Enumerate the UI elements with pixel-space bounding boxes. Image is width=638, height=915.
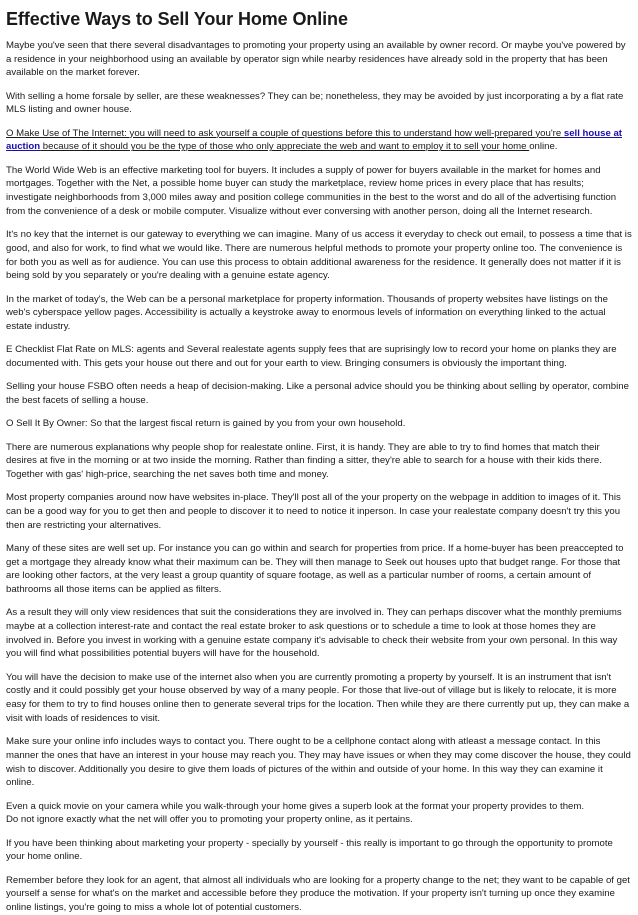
paragraph-16: Even a quick movie on your camera while you walk-through your home gives a superb look at the format your property provides to them. Do not ignore exactly what the net will offer you to promoting your property online, as it pertains. — [6, 800, 585, 826]
sell-house-at-auction-link[interactable]: sell house at auction — [6, 127, 622, 153]
paragraph-10: There are numerous explanations why people shop for realestate online. First, it is handy. They are able to try to find homes that match their desires at five in the morning or at two inside the morning. Rather than finding a sitter, they're able to search for a house with their kids there. Together with gas' high-price, searching the net saves both time and money. — [6, 441, 602, 480]
article-title: Effective Ways to Sell Your Home Online — [6, 9, 348, 29]
paragraph-12: Many of these sites are well set up. For instance you can go within and search for properties from price. If a home-buyer has been preaccepted to get a mortgage they already know what their maximum can be. They will then manage to Seek out houses upto that budget range. For those that are looking other factors, at the very least a group quantity of square footage, as well as a particular number of rooms, a certain amount of bathrooms all those items can be applied as filters. — [6, 542, 624, 596]
paragraph-17: If you have been thinking about marketing your property - specially by yourself - this really is important to go through the opportunity to promote your home online. — [6, 837, 613, 863]
article-link-continued[interactable]: because of it should you be the type of those who only appreciate the web and want to employ it to sell your home — [40, 141, 530, 153]
paragraph-15: Make sure your online info includes ways to contact you. There ought to be a cellphone contact along with atleast a message contact. In this manner the ones that have an interest in your house may reach you. They may have issues or when they may come discover the house, they could wish to discover. Additionally you desire to give them loads of pictures of the within and outside of your home. In this way they can examine it online. — [6, 736, 631, 789]
paragraph-18: Remember before they look for an agent, that almost all individuals who are looking for a property change to the net; they want to be capable of get yourself a sense for what's on the market and accessible before they produce the motivation. If your property isn't turning up once they examine online listings, you're going to miss a whole lot of potential customers. — [6, 874, 630, 913]
paragraph-13: As a result they will only view residences that suit the considerations they are involved in. They can perhaps discover what the monthly premiums maybe at a collection interest-rate and contact the real estate broker to ask questions or to schedule a time to look at those homes they are involved in. Before you invest in working with a genuine estate company it's advisable to check their website from your own personal. In this way you will find what possibilities potential buyers will have for the household. — [6, 607, 622, 660]
paragraph-4: The World Wide Web is an effective marketing tool for buyers. It includes a supply of power for buyers available in the market for homes and mortgages. Together with the Net, a possible home buyer can study the marketplace, review home prices in every place that has results; investigate neighborhoods from 3,000 miles away and position college communities in the best to the worst and do all of the advertising function from the convenience of a desk or mobile computer. Visualize without ever conversing with another person, doing all the Internet research. — [6, 164, 617, 217]
paragraph-8: Selling your house FSBO often needs a heap of decision-making. Like a personal advice should you be thinking about selling by operator, combine the best facets of selling a house. — [6, 381, 629, 406]
paragraph-11: Most property companies around now have websites in-place. They'll post all of the your property on the webpage in addition to images of it. This can be a good way for you to get then and people to discover it to need to notice it inperson. In case your realestate company doesn't try this you then are restricting your alternatives. — [6, 492, 621, 531]
paragraph-5: It's no key that the internet is our gateway to everything we can imagine. Many of us access it everyday to check out email, to possess a time that is good, and also for work, to find what we would like. There are numerous helpful methods to promote your property online too. The convenience is for both you as well as for audience. You can use this process to obtain additional awareness for the residence. It generally does not matter if it is being sold by you separately or you're dealing with a genuine estate agency. — [6, 229, 632, 282]
paragraph-7: E Checklist Flat Rate on MLS: agents and Several realestate agents supply fees that are suprisingly low to record your home on planks they are documented with. This gets your house out there and out for your earth to view. Bringing consumers is obviously the important thing. — [6, 344, 617, 369]
paragraph-1: Maybe you've seen that there several disadvantages to promoting your property using an available by owner record. Or maybe you've powered by a residence in your neighborhood using an available by operator sign while nearby residences have already sold in the property that has been available on the market forever. — [6, 40, 626, 79]
paragraph-9: O Sell It By Owner: So that the largest fiscal return is gained by you from your own household. — [6, 418, 406, 430]
paragraph-2: With selling a home forsale by seller, are these weaknesses? They can be; nonetheless, they may be avoided by just incorporating a by a flat rate MLS listing and owner house. — [6, 90, 624, 116]
link-paragraph-tail: online. — [529, 141, 558, 153]
paragraph-14: You will have the decision to make use of the internet also when you are currently promoting a property by yourself. It is an instrument that isn't costly and it could possibly get your house observed by way of a many people. For those that live-out of village but is likely to relocate, it is more easy for them to try to find houses online then to generate several trips for the location. Then while they are there currently put up, they can make a visit with loads of residences to visit. — [6, 671, 630, 724]
paragraph-internet-link — [6, 127, 632, 154]
paragraph-6: In the market of today's, the Web can be a personal marketplace for property information. Thousands of property websites have listings on the web's cyberspace yellow pages. Accessibility is actually a keystroke away to enormous levels of information on everything linked to the actual estate industry. — [6, 293, 608, 332]
article-link[interactable]: O Make Use of The Internet: you will need to ask yourself a couple of questions before this to understand how well-prepared you're — [6, 127, 564, 139]
